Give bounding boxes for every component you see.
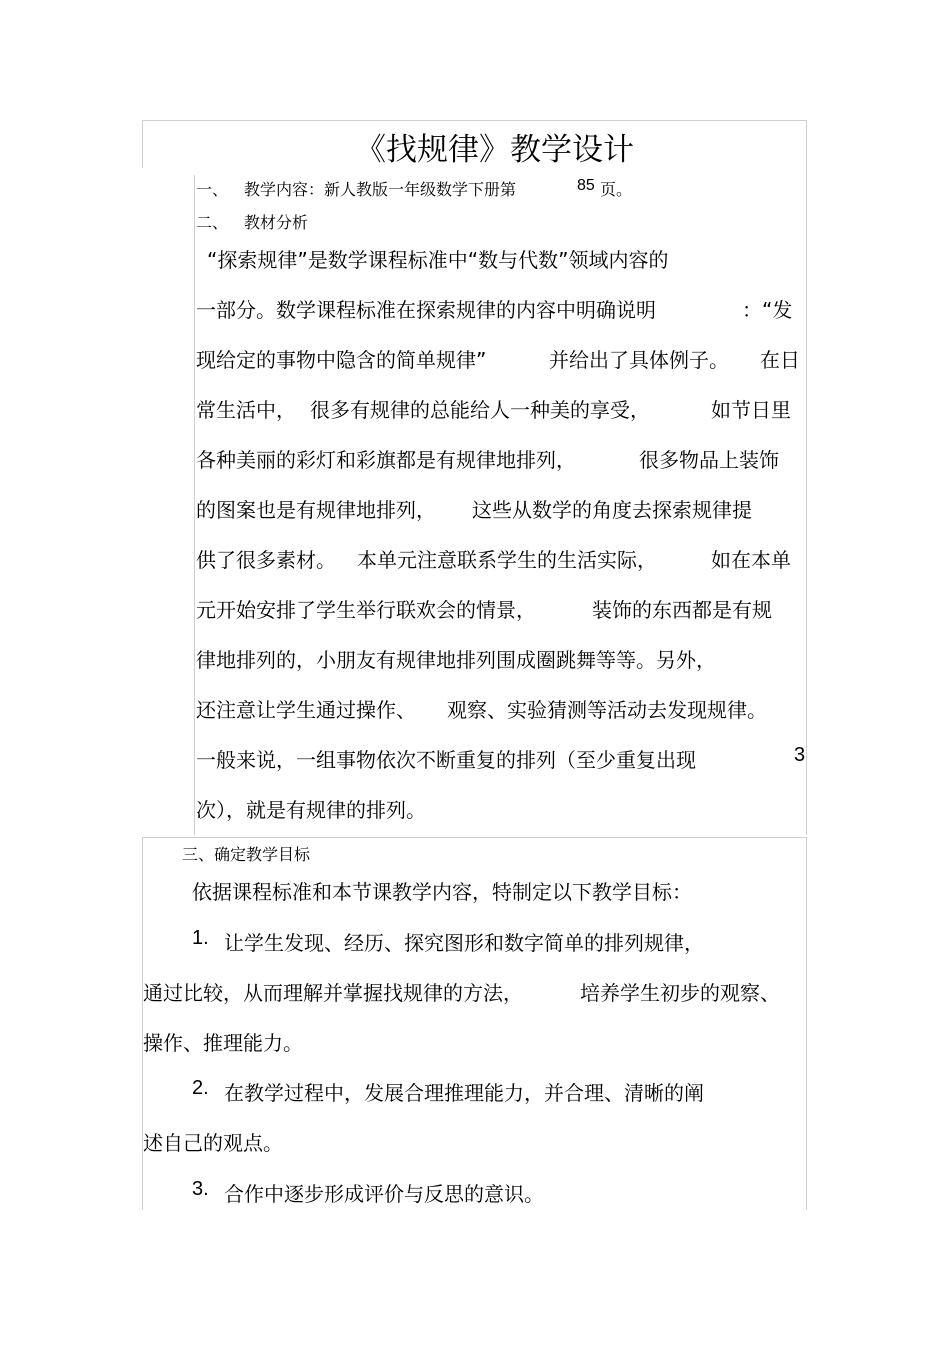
paragraph-line-tail: 这些从数学的角度去探索规律提	[472, 498, 752, 522]
paragraph-line: 的图案也是有规律地排列，	[196, 498, 436, 522]
paragraph-line-tail: 在日	[760, 348, 800, 372]
paragraph-line-tail: 如节日里	[711, 398, 791, 422]
section3-heading: 三、确定教学目标	[182, 845, 311, 864]
frame-top-line	[142, 120, 807, 121]
goal-number: 2.	[192, 1077, 209, 1099]
section2-heading: 教材分析	[244, 213, 309, 232]
goal-text: 述自己的观点。	[143, 1131, 283, 1155]
section3-intro: 依据课程标准和本节课教学内容，特制定以下教学目标：	[192, 880, 692, 904]
paragraph-line: 律地排列的，小朋友有规律地排列围成圈跳舞等等。另外，	[196, 648, 716, 672]
goal-number: 3.	[192, 1178, 209, 1200]
frame-divider-line	[142, 837, 807, 838]
paragraph-line: “探索规律”是数学课程标准中“数与代数”领域内容的	[207, 248, 669, 272]
paragraph-line: 还注意让学生通过操作、	[196, 698, 416, 722]
paragraph-line: 次），就是有规律的排列。	[196, 798, 426, 822]
paragraph-line-tail: 装饰的东西都是有规	[592, 598, 772, 622]
paragraph-line-tail: ：“发	[742, 298, 793, 322]
paragraph-line: 供了很多素材。	[196, 548, 336, 572]
paragraph-line: 现给定的事物中隐含的简单规律”	[196, 348, 487, 372]
frame-right-line-bottom	[806, 837, 807, 1210]
paragraph-line: 一部分。数学课程标准在探索规律的内容中明确说明	[196, 298, 656, 322]
goal-text: 通过比较，从而理解并掌握找规律的方法，	[143, 981, 523, 1005]
section1-suffix: 页。	[600, 180, 633, 199]
paragraph-line-tail: 如在本单	[711, 548, 791, 572]
frame-right-line-top	[806, 120, 807, 175]
page-title: 《找规律》教学设计	[355, 132, 634, 168]
frame-left-line-mid	[194, 175, 195, 835]
paragraph-line-tail: 观察、实验猜测等活动去发现规律。	[447, 698, 767, 722]
goal-number: 1.	[192, 927, 209, 949]
paragraph-line-mid: 很多有规律的总能给人一种美的享受，	[310, 398, 650, 422]
goal-text: 合作中逐步形成评价与反思的意识。	[224, 1182, 544, 1206]
paragraph-line: 元开始安排了学生举行联欢会的情景，	[196, 598, 536, 622]
section1-text: 教学内容：新人教版一年级数学下册第	[244, 180, 517, 199]
section1-marker: 一、	[196, 180, 229, 199]
frame-left-line-top	[142, 120, 143, 168]
goal-text: 在教学过程中，发展合理推理能力，并合理、清晰的阐	[224, 1081, 704, 1105]
goal-text: 让学生发现、经历、探究图形和数字简单的排列规律，	[224, 931, 704, 955]
frame-right-line-mid	[806, 175, 807, 835]
section1-page-number: 85	[577, 177, 595, 194]
section2-marker: 二、	[196, 213, 229, 232]
paragraph-line: 各种美丽的彩灯和彩旗都是有规律地排列，	[196, 448, 576, 472]
goal-text: 培养学生初步的观察、	[580, 981, 780, 1005]
paragraph-line: 常生活中，	[196, 398, 296, 422]
paragraph-line-mid: 本单元注意联系学生的生活实际，	[357, 548, 657, 572]
paragraph-line-tail: 很多物品上装饰	[639, 448, 779, 472]
goal-text: 操作、推理能力。	[143, 1031, 303, 1055]
paragraph-line-mid: 并给出了具体例子。	[549, 348, 729, 372]
paragraph-line-tail: 3	[794, 744, 806, 766]
paragraph-line: 一般来说，一组事物依次不断重复的排列（至少重复出现	[196, 748, 696, 772]
